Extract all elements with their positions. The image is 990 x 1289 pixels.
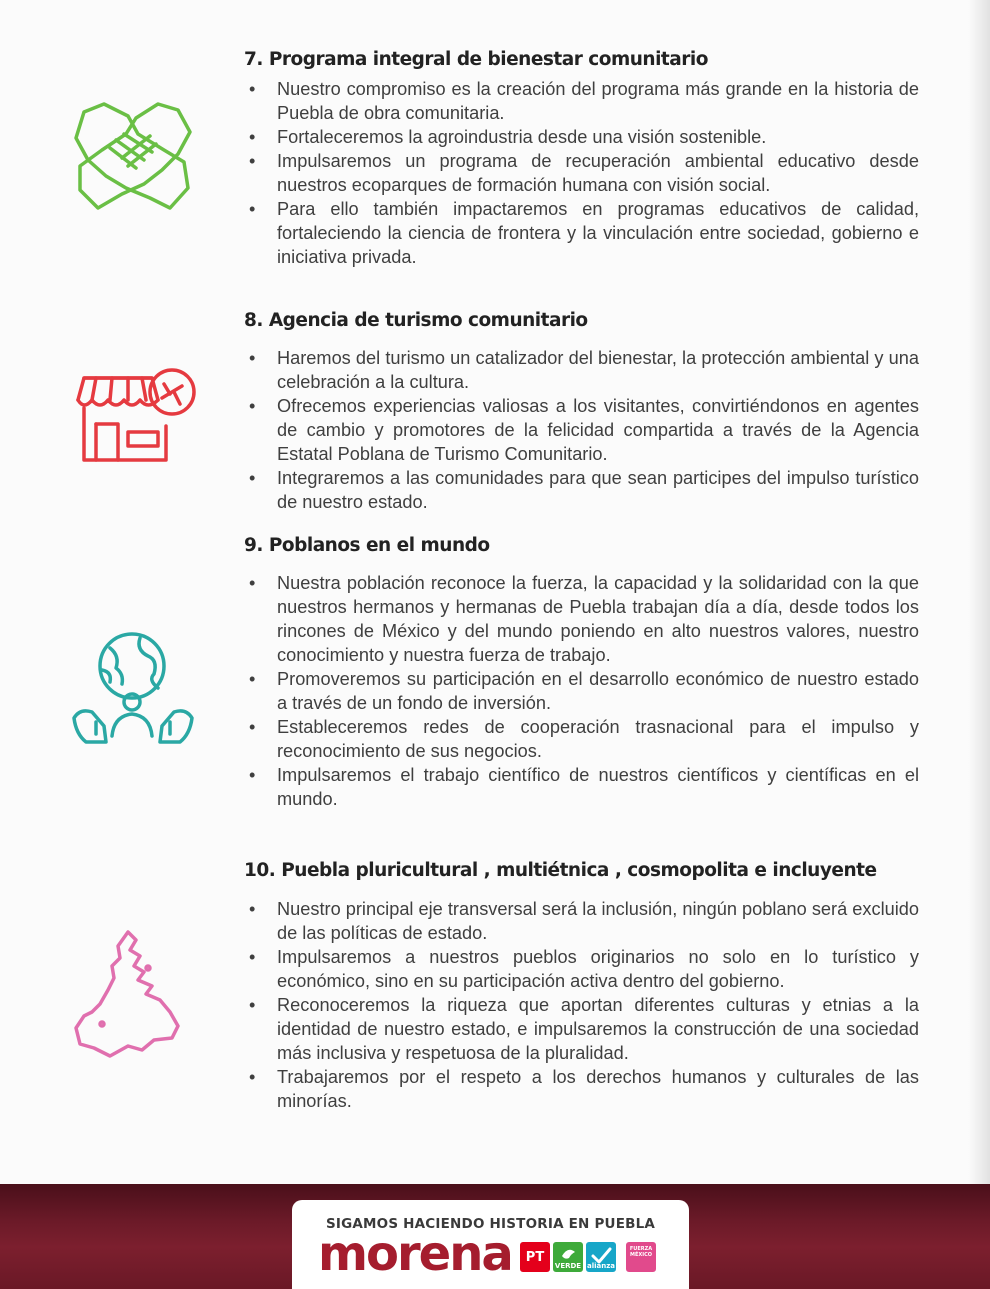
section-heading: 7. Programa integral de bienestar comunitario: [244, 49, 708, 70]
section-heading: 8. Agencia de turismo comunitario: [244, 310, 588, 331]
list-item: • Fortaleceremos la agroindustria desde una visión sostenible.: [246, 125, 919, 149]
list-item: • Para ello también impactaremos en programas educativos de calidad, fortaleciendo la ciencia de frontera y la vinculación entre sociedad, gobierno e iniciativa privada.: [246, 197, 919, 269]
morena-logo: morena: [318, 1226, 512, 1282]
list-item: • Estableceremos redes de cooperación trasnacional para el impulso y reconocimiento de sus negocios.: [246, 715, 919, 763]
list-item: • Nuestro compromiso es la creación del programa más grande en la historia de Puebla de obra comunitaria.: [246, 77, 919, 125]
list-item: • Trabajaremos por el respeto a los derechos humanos y culturales de las minorías.: [246, 1065, 919, 1113]
fuerza-mexico-logo-label: FUERZA MÉXICO: [629, 1246, 653, 1258]
page-edge-shadow: [968, 0, 990, 1185]
list-item: • Promoveremos su participación en el desarrollo económico de nuestro estado a través de un fondo de inversión.: [246, 667, 919, 715]
bullet-list: [246, 571, 919, 811]
puebla-map-icon: [66, 928, 200, 1062]
verde-logo: [553, 1242, 583, 1272]
hands-icon: [66, 90, 200, 224]
bullet-list: [246, 77, 919, 269]
coalition-logo-card: [292, 1200, 689, 1289]
fuerza-mexico-logo: [626, 1242, 656, 1272]
section-heading: 9. Poblanos en el mundo: [244, 535, 490, 556]
pt-logo-label: PT: [525, 1250, 545, 1265]
shop-airplane-icon: [66, 352, 200, 486]
list-item: • Haremos del turismo un catalizador del bienestar, la protección ambiental y una celebración a la cultura.: [246, 346, 919, 394]
list-item: • Ofrecemos experiencias valiosas a los visitantes, convirtiéndonos en agentes de cambio y promotores de la felicidad compartida a través de la Agencia Estatal Poblana de Turismo Comunitario.: [246, 394, 919, 466]
list-item: • Reconoceremos la riqueza que aportan diferentes culturas y etnias a la identidad de nuestro estado, e impulsaremos la construcción de una sociedad más inclusiva y respetuosa de la pluralidad.: [246, 993, 919, 1065]
list-item: • Impulsaremos a nuestros pueblos originarios no solo en lo turístico y económico, sino en su participación activa dentro del gobierno.: [246, 945, 919, 993]
list-item: • Impulsaremos el trabajo científico de nuestros científicos y científicas en el mundo.: [246, 763, 919, 811]
list-item: • Impulsaremos un programa de recuperación ambiental educativo desde nuestros ecoparques de formación humana con visión social.: [246, 149, 919, 197]
pt-logo: [520, 1242, 550, 1272]
verde-logo-label: VERDE: [554, 1262, 582, 1270]
campaign-slogan: SIGAMOS HACIENDO HISTORIA EN PUEBLA: [325, 1216, 656, 1232]
list-item: • Nuestro principal eje transversal será la inclusión, ningún poblano será excluido de las políticas de estado.: [246, 897, 919, 945]
bullet-list: [246, 897, 919, 1113]
section-heading: 10. Puebla pluricultural , multiétnica , cosmopolita e incluyente: [244, 860, 877, 881]
list-item: • Nuestra población reconoce la fuerza, la capacidad y la solidaridad con la que nuestros hermanos y hermanas de Puebla trabajan día a día, desde todos los rincones de México y del mundo poniendo en alto nuestros valores, nuestro conocimiento y nuestra fuerza de trabajo.: [246, 571, 919, 667]
alianza-logo-label: alianza: [586, 1262, 616, 1270]
alianza-logo: [586, 1242, 616, 1272]
globe-people-icon: [66, 626, 200, 760]
bullet-list: [246, 346, 919, 514]
list-item: • Integraremos a las comunidades para que sean participes del impulso turístico de nuestro estado.: [246, 466, 919, 514]
